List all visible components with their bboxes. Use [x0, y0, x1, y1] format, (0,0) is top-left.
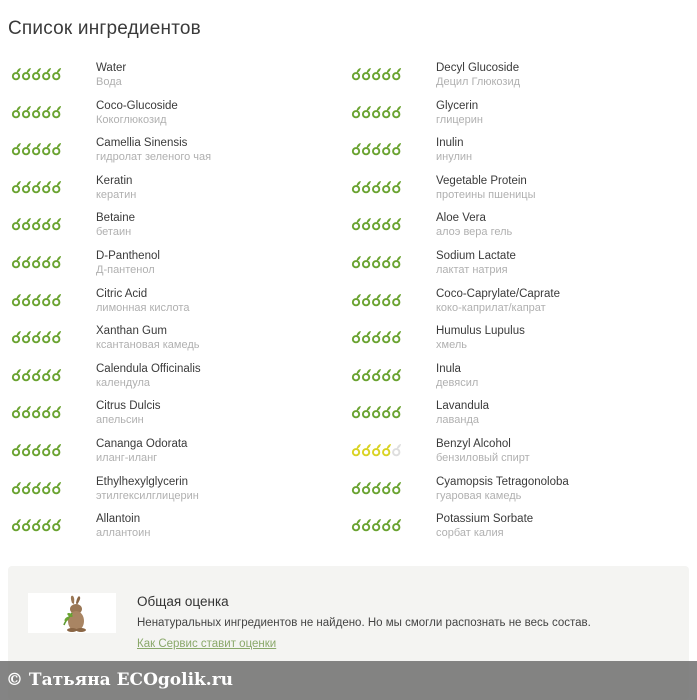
rating-leaves — [348, 105, 406, 119]
leaf-icon — [23, 106, 31, 117]
leaf-icon — [53, 256, 61, 267]
ingredient-translation: иланг-иланг — [96, 451, 158, 464]
leaf-icon — [353, 256, 361, 267]
leaf-icon — [23, 181, 31, 192]
rating-leaves — [348, 142, 406, 156]
ingredient-name[interactable]: Cananga Odorata — [96, 437, 188, 450]
ingredient-name[interactable]: Citrus Dulcis — [96, 400, 161, 413]
rating-info-link[interactable]: Как Сервис ставит оценки — [137, 638, 277, 650]
ingredient-translation: кератин — [96, 188, 137, 201]
leaf-icon — [363, 331, 371, 342]
leaf-icon — [373, 68, 381, 79]
ingredient-translation: Вода — [96, 76, 122, 88]
ingredient-name[interactable]: Inula — [436, 362, 461, 375]
leaf-icon — [393, 68, 401, 79]
rating-leaves — [8, 293, 66, 307]
leaf-icon — [23, 218, 31, 229]
ingredient-translation: глицерин — [436, 113, 483, 126]
rating-leaves — [348, 405, 406, 419]
leaf-icon — [43, 331, 51, 342]
ingredient-item — [340, 249, 680, 287]
ingredient-name[interactable]: Ethylhexylglycerin — [96, 475, 189, 488]
leaf-icon — [43, 181, 51, 192]
rating-leaves — [348, 180, 406, 194]
leaf-icon — [363, 106, 371, 117]
ingredient-translation: гуаровая камедь — [436, 489, 522, 502]
leaf-icon — [353, 482, 361, 493]
rating-leaves — [8, 180, 66, 194]
ingredient-item — [0, 475, 340, 513]
rating-leaves — [348, 67, 406, 81]
leaf-icon — [33, 331, 41, 342]
leaf-icon — [23, 369, 31, 380]
leaf-icon — [383, 143, 391, 154]
ingredient-item — [340, 174, 680, 212]
ingredient-item — [0, 249, 340, 287]
ingredient-translation: этилгексилглицерин — [96, 489, 199, 502]
ingredient-name[interactable]: Keratin — [96, 174, 133, 187]
ingredient-name[interactable]: Water — [96, 62, 127, 74]
leaf-icon — [363, 482, 371, 493]
ingredient-item — [340, 475, 680, 513]
leaf-icon — [363, 256, 371, 267]
leaf-icon — [13, 218, 21, 229]
leaf-icon — [373, 482, 381, 493]
rating-leaves — [348, 518, 406, 532]
leaf-icon — [353, 143, 361, 154]
ingredient-name[interactable]: Sodium Lactate — [436, 249, 516, 262]
leaf-icon — [43, 444, 51, 455]
ingredient-item — [340, 211, 680, 249]
ingredient-item — [0, 324, 340, 362]
leaf-icon — [23, 406, 31, 417]
rating-leaves — [348, 255, 406, 269]
leaf-icon — [53, 482, 61, 493]
leaf-icon — [13, 68, 21, 79]
leaf-icon — [373, 519, 381, 530]
ingredient-item — [340, 362, 680, 400]
leaf-icon — [393, 143, 401, 154]
ingredient-translation: девясил — [436, 376, 479, 389]
ingredient-item — [0, 136, 340, 174]
leaf-icon — [393, 519, 401, 530]
leaf-icon — [13, 331, 21, 342]
leaf-icon — [13, 294, 21, 305]
leaf-icon — [353, 218, 361, 229]
leaf-icon — [363, 143, 371, 154]
ingredient-translation: алоэ вера гель — [436, 226, 513, 239]
ingredient-translation: инулин — [436, 151, 473, 164]
leaf-icon — [53, 68, 61, 79]
rating-leaves — [348, 293, 406, 307]
leaf-icon — [353, 331, 361, 342]
ingredient-name[interactable]: Aloe Vera — [436, 212, 486, 225]
leaf-icon — [383, 218, 391, 229]
ingredient-translation: ксантановая камедь — [96, 339, 200, 352]
leaf-icon — [23, 482, 31, 493]
rating-leaves — [8, 443, 66, 457]
leaf-icon — [33, 369, 41, 380]
ingredient-name[interactable]: Betaine — [96, 212, 136, 225]
rating-leaves — [8, 67, 66, 81]
ingredient-item — [0, 399, 340, 437]
leaf-icon — [353, 68, 361, 79]
leaf-icon — [13, 143, 21, 154]
leaf-icon — [23, 143, 31, 154]
leaf-icon — [393, 106, 401, 117]
leaf-icon — [383, 482, 391, 493]
leaf-icon — [383, 369, 391, 380]
rating-leaves — [348, 217, 406, 231]
leaf-icon — [393, 256, 401, 267]
rating-leaves — [348, 443, 406, 457]
ingredient-item — [0, 287, 340, 325]
ingredient-translation: лимонная кислота — [96, 301, 190, 314]
leaf-icon — [383, 256, 391, 267]
leaf-icon — [43, 406, 51, 417]
leaf-icon — [23, 256, 31, 267]
rating-leaves — [8, 481, 66, 495]
ingredient-name[interactable]: Camellia Sinensis — [96, 137, 188, 150]
ingredient-item — [0, 174, 340, 212]
leaf-icon — [353, 181, 361, 192]
leaf-icon — [373, 106, 381, 117]
summary-text: Ненатуральных ингредиентов не найдено. Но мы смогли распознать не весь состав. — [137, 617, 591, 629]
leaf-icon — [353, 406, 361, 417]
ingredient-name[interactable]: Allantoin — [96, 513, 141, 526]
leaf-icon — [363, 444, 371, 455]
leaf-icon — [363, 519, 371, 530]
ingredient-name[interactable]: Glycerin — [436, 99, 479, 112]
leaf-icon — [383, 68, 391, 79]
leaf-icon — [43, 218, 51, 229]
leaf-icon — [43, 68, 51, 79]
leaf-icon — [363, 406, 371, 417]
ingredient-name[interactable]: Decyl Glucoside — [436, 62, 520, 74]
ingredient-name[interactable]: D-Panthenol — [96, 249, 160, 262]
ingredient-item — [0, 211, 340, 249]
leaf-icon — [393, 444, 401, 455]
leaf-icon — [373, 181, 381, 192]
leaf-icon — [53, 406, 61, 417]
ingredient-item — [340, 287, 680, 325]
leaf-icon — [23, 444, 31, 455]
ingredient-item — [340, 399, 680, 437]
leaf-icon — [53, 294, 61, 305]
leaf-icon — [33, 143, 41, 154]
leaf-icon — [393, 482, 401, 493]
leaf-icon — [43, 369, 51, 380]
leaf-icon — [53, 369, 61, 380]
leaf-icon — [43, 294, 51, 305]
rating-leaves — [8, 368, 66, 382]
leaf-icon — [373, 294, 381, 305]
leaf-icon — [383, 406, 391, 417]
ingredient-translation: бетаин — [96, 226, 132, 239]
leaf-icon — [13, 369, 21, 380]
leaf-icon — [363, 294, 371, 305]
leaf-icon — [393, 369, 401, 380]
leaf-icon — [33, 294, 41, 305]
leaf-icon — [43, 519, 51, 530]
rabbit-icon — [28, 593, 116, 633]
leaf-icon — [43, 106, 51, 117]
leaf-icon — [33, 444, 41, 455]
ingredient-name[interactable]: Benzyl Alcohol — [436, 437, 511, 450]
ingredient-translation: протеины пшеницы — [436, 188, 536, 201]
leaf-icon — [53, 106, 61, 117]
leaf-icon — [43, 482, 51, 493]
ingredient-translation: сорбат калия — [436, 527, 504, 540]
leaf-icon — [53, 181, 61, 192]
leaf-icon — [23, 519, 31, 530]
leaf-icon — [33, 406, 41, 417]
leaf-icon — [363, 181, 371, 192]
leaf-icon — [373, 143, 381, 154]
ingredient-name[interactable]: Vegetable Protein — [436, 174, 527, 187]
ingredient-name[interactable]: Citric Acid — [96, 287, 148, 300]
leaf-icon — [23, 68, 31, 79]
watermark-banner — [0, 661, 697, 700]
leaf-icon — [33, 256, 41, 267]
rating-leaves — [348, 330, 406, 344]
ingredient-item — [0, 437, 340, 475]
ingredient-item — [340, 99, 680, 137]
ingredient-translation: Д-пантенол — [96, 263, 155, 276]
leaf-icon — [33, 519, 41, 530]
leaf-icon — [373, 218, 381, 229]
rating-leaves — [8, 142, 66, 156]
leaf-icon — [393, 218, 401, 229]
ingredient-translation: хмель — [436, 339, 467, 352]
ingredient-item — [340, 437, 680, 475]
leaf-icon — [393, 331, 401, 342]
leaf-icon — [353, 106, 361, 117]
rating-leaves — [8, 217, 66, 231]
leaf-icon — [43, 143, 51, 154]
ingredient-translation: коко-каприлат/капрат — [436, 301, 546, 314]
ingredient-name[interactable]: Calendula Officinalis — [96, 362, 201, 375]
leaf-icon — [363, 68, 371, 79]
rating-leaves — [348, 481, 406, 495]
leaf-icon — [33, 218, 41, 229]
leaf-icon — [33, 106, 41, 117]
leaf-icon — [53, 218, 61, 229]
leaf-icon — [373, 369, 381, 380]
leaf-icon — [393, 181, 401, 192]
leaf-icon — [13, 444, 21, 455]
ingredient-item — [340, 61, 680, 99]
ingredient-item — [340, 512, 680, 550]
rating-leaves — [8, 405, 66, 419]
leaf-icon — [13, 181, 21, 192]
ingredient-translation: аллантоин — [96, 527, 151, 540]
leaf-icon — [383, 181, 391, 192]
leaf-icon — [383, 106, 391, 117]
leaf-icon — [53, 519, 61, 530]
leaf-icon — [53, 331, 61, 342]
leaf-icon — [383, 519, 391, 530]
leaf-icon — [23, 331, 31, 342]
rating-leaves — [8, 105, 66, 119]
ingredient-item — [0, 61, 340, 99]
ingredient-name[interactable]: Coco-Caprylate/Caprate — [436, 287, 561, 300]
leaf-icon — [33, 181, 41, 192]
ingredient-item — [340, 136, 680, 174]
ingredient-name[interactable]: Inulin — [436, 137, 464, 150]
ingredient-name[interactable]: Cyamopsis Tetragonoloba — [436, 475, 569, 488]
leaf-icon — [13, 482, 21, 493]
rating-leaves — [8, 330, 66, 344]
ingredient-translation: гидролат зеленого чая — [96, 151, 212, 164]
ingredient-name[interactable]: Xanthan Gum — [96, 325, 167, 338]
leaf-icon — [353, 519, 361, 530]
ingredient-item — [0, 362, 340, 400]
leaf-icon — [393, 406, 401, 417]
leaf-icon — [13, 256, 21, 267]
ingredient-name[interactable]: Humulus Lupulus — [436, 325, 525, 338]
rating-leaves — [8, 518, 66, 532]
leaf-icon — [13, 406, 21, 417]
summary-title: Общая оценка — [137, 594, 229, 609]
leaf-icon — [373, 444, 381, 455]
leaf-icon — [53, 143, 61, 154]
ingredient-translation: бензиловый спирт — [436, 451, 530, 464]
ingredient-translation: Кокоглюкозид — [96, 113, 167, 126]
watermark-text: © Татьяна ECOgolik.ru — [6, 670, 234, 690]
leaf-icon — [373, 406, 381, 417]
ingredient-translation: календула — [96, 376, 150, 389]
ingredient-name[interactable]: Potassium Sorbate — [436, 513, 534, 526]
ingredient-name[interactable]: Coco-Glucoside — [96, 99, 178, 112]
rating-leaves — [348, 368, 406, 382]
leaf-icon — [393, 294, 401, 305]
ingredient-translation: Децил Глюкозид — [436, 76, 521, 88]
leaf-icon — [13, 106, 21, 117]
ingredient-item — [0, 99, 340, 137]
ingredient-translation: лаванда — [436, 414, 479, 427]
leaf-icon — [43, 256, 51, 267]
leaf-icon — [373, 331, 381, 342]
ingredient-name[interactable]: Lavandula — [436, 400, 490, 413]
page-title: Список ингредиентов — [8, 18, 201, 39]
ingredient-translation: апельсин — [96, 414, 144, 427]
ingredient-list — [0, 61, 697, 550]
leaf-icon — [353, 294, 361, 305]
leaf-icon — [363, 369, 371, 380]
leaf-icon — [383, 294, 391, 305]
ingredient-item — [0, 512, 340, 550]
leaf-icon — [353, 369, 361, 380]
leaf-icon — [383, 444, 391, 455]
leaf-icon — [383, 331, 391, 342]
leaf-icon — [363, 218, 371, 229]
leaf-icon — [373, 256, 381, 267]
leaf-icon — [33, 482, 41, 493]
leaf-icon — [33, 68, 41, 79]
ingredient-translation: лактат натрия — [436, 263, 508, 276]
leaf-icon — [53, 444, 61, 455]
leaf-icon — [353, 444, 361, 455]
ingredient-item — [340, 324, 680, 362]
leaf-icon — [23, 294, 31, 305]
leaf-icon — [13, 519, 21, 530]
rating-leaves — [8, 255, 66, 269]
